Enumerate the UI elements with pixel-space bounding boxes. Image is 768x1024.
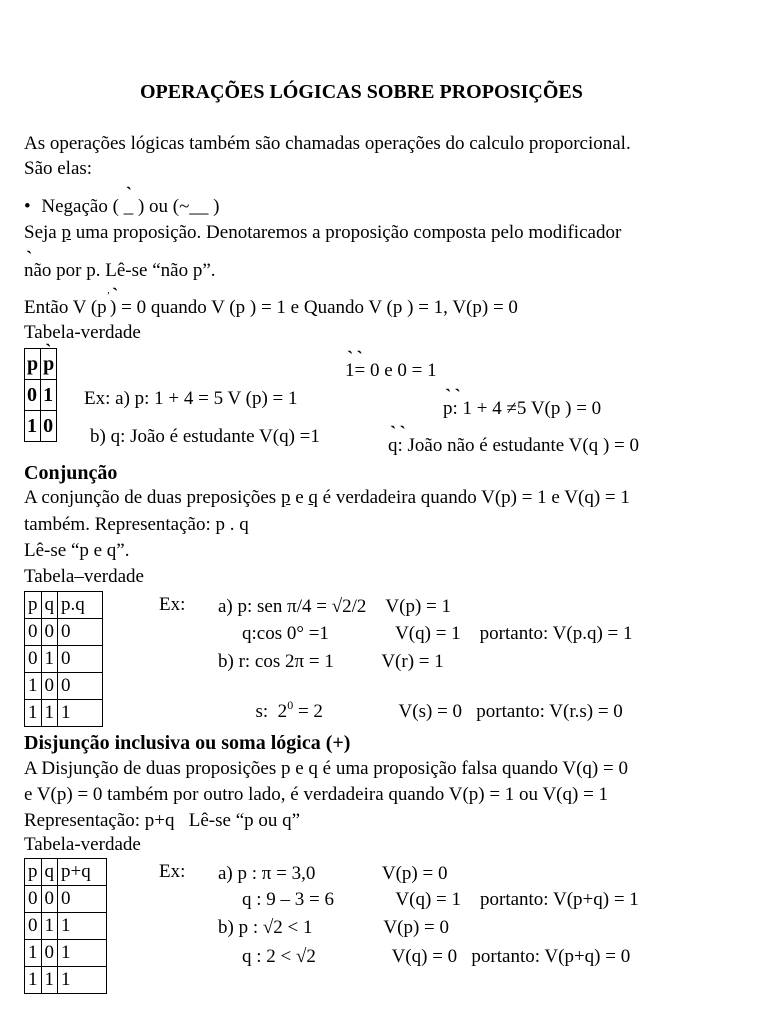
table-cell: 1 xyxy=(41,967,58,994)
table-row xyxy=(25,859,107,886)
table-cell: 0 xyxy=(41,619,58,646)
negacao-example-a: Ex: a) p: 1 + 4 = 5 V (p) = 1 xyxy=(84,388,298,409)
negacao-tabela-label: Tabela-verdade xyxy=(24,322,141,343)
table-row xyxy=(25,380,57,411)
conjuncao-tabela-label: Tabela–verdade xyxy=(24,566,144,587)
disjuncao-truth-table xyxy=(24,858,107,994)
table-cell: 1 xyxy=(41,700,58,727)
table-row xyxy=(25,700,103,727)
table-row xyxy=(25,940,107,967)
negacao-label-end: ) ou (~__ ) xyxy=(133,196,220,217)
table-cell: p ` xyxy=(41,349,57,380)
table-row xyxy=(25,349,57,380)
conjuncao-line-1: A conjunção de duas preposições p e q é verdadeira quando V(p) = 1 e V(q) = 1 xyxy=(24,487,630,508)
disjuncao-line-2: e V(p) = 0 também por outro lado, é verdadeira quando V(p) = 1 ou V(q) = 1 xyxy=(24,784,609,805)
negacao-symbol: _ ` xyxy=(124,196,134,218)
prime-mark: ’ xyxy=(106,291,111,302)
table-cell: 1 xyxy=(58,913,107,940)
disjuncao-ex-label: Ex: xyxy=(159,861,186,882)
negacao-item xyxy=(24,196,219,218)
conjuncao-truth-table xyxy=(24,591,103,727)
conjuncao-line-2: também. Representação: p . q xyxy=(24,514,249,535)
table-cell: 1 xyxy=(41,380,57,411)
conjuncao-ex-1: a) p: sen π/4 = √2/2 V(p) = 1 xyxy=(218,596,452,617)
table-cell: 1 xyxy=(25,411,41,442)
intro-line-1: As operações lógicas também são chamadas operações do calculo proporcional. xyxy=(24,133,631,154)
conjuncao-ex-2: q:cos 0° =1 V(q) = 1 portanto: V(p.q) = 1 xyxy=(242,623,633,644)
table-cell: p+q xyxy=(58,859,107,886)
proposition-p: p xyxy=(61,222,71,243)
table-cell: 1 xyxy=(58,967,107,994)
disjuncao-ex-2: q : 9 – 3 = 6 V(q) = 1 portanto: V(p+q) = 1 xyxy=(242,889,639,910)
table-row xyxy=(25,619,103,646)
negacao-valuation: Então V (p’) = 0 quando V (p ) = 1 e Quando V (p ` ) = 1, V(p) = 0 xyxy=(24,297,518,322)
table-cell: 0 xyxy=(41,886,58,913)
table-cell: 0 xyxy=(25,380,41,411)
negacao-label: Negação ( xyxy=(41,196,124,217)
table-row xyxy=(25,646,103,673)
table-cell: 0 xyxy=(58,886,107,913)
table-row xyxy=(25,411,57,442)
disjuncao-ex-4: q : 2 < √2 V(q) = 0 portanto: V(p+q) = 0 xyxy=(242,946,631,967)
table-cell: 0 xyxy=(58,673,103,700)
disjuncao-ex-1: a) p : π = 3,0 V(p) = 0 xyxy=(218,863,448,884)
conjuncao-ex-3: b) r: cos 2π = 1 V(r) = 1 xyxy=(218,651,444,672)
table-cell: 0 xyxy=(25,913,42,940)
conjuncao-line-3: Lê-se “p e q”. xyxy=(24,540,130,561)
negacao-reading: não por p `. Lê-se “não p”. xyxy=(24,260,216,282)
table-cell: 1 xyxy=(58,700,103,727)
table-cell: 0 xyxy=(25,619,42,646)
table-cell: p xyxy=(25,349,41,380)
table-cell: 0 xyxy=(25,646,42,673)
negacao-example-b: b) q: João é estudante V(q) =1 xyxy=(90,426,320,447)
table-cell: 1 xyxy=(25,940,42,967)
disjuncao-ex-3: b) p : √2 < 1 V(p) = 0 xyxy=(218,917,449,938)
bullet: • xyxy=(24,196,31,217)
conjuncao-heading: Conjunção xyxy=(24,462,118,484)
table-cell: 1 xyxy=(58,940,107,967)
table-cell: 0 xyxy=(41,673,58,700)
table-cell: 1 xyxy=(25,967,42,994)
table-row xyxy=(25,913,107,940)
disjuncao-tabela-label: Tabela-verdade xyxy=(24,834,141,855)
conjuncao-ex-label: Ex: xyxy=(159,594,186,615)
table-cell: p xyxy=(25,859,42,886)
table-cell: 1 xyxy=(41,913,58,940)
table-row xyxy=(25,967,107,994)
table-row xyxy=(25,592,103,619)
table-cell: 0 xyxy=(58,646,103,673)
table-cell: 1 xyxy=(25,673,42,700)
table-cell: 0 xyxy=(58,619,103,646)
negacao-example-b-neg: q `: João não é estudante V(q ` ) = 0 xyxy=(388,435,639,457)
conjuncao-ex-4: s: $2^0 = 2$ V(s) = 0 portanto: V(r.s) = 0 xyxy=(255,698,623,722)
table-cell: p.q xyxy=(58,592,103,619)
page-title: OPERAÇÕES LÓGICAS SOBRE PROPOSIÇÕES xyxy=(140,81,583,103)
table-row xyxy=(25,886,107,913)
table-cell: q xyxy=(41,859,58,886)
table-cell: q xyxy=(41,592,58,619)
table-cell: 0 xyxy=(41,411,57,442)
disjuncao-line-3: Representação: p+q Lê-se “p ou q” xyxy=(24,810,301,831)
table-cell: 0 xyxy=(41,940,58,967)
negacao-rule: 1 `= 0 e 0 ` = 1 xyxy=(345,360,437,382)
disjuncao-line-1: A Disjunção de duas proposições p e q é uma proposição falsa quando V(q) = 0 xyxy=(24,758,628,779)
negacao-definition: Seja p uma proposição. Denotaremos a proposição composta pelo modificador xyxy=(24,222,622,243)
table-cell: 1 xyxy=(41,646,58,673)
table-cell: p xyxy=(25,592,42,619)
intro-line-2: São elas: xyxy=(24,158,93,179)
table-row xyxy=(25,673,103,700)
table-cell: 0 xyxy=(25,886,42,913)
table-cell: 1 xyxy=(25,700,42,727)
negacao-truth-table xyxy=(24,348,57,442)
negacao-example-a-neg: p `: 1 + 4 ≠5 V(p ` ) = 0 xyxy=(443,398,601,420)
disjuncao-heading: Disjunção inclusiva ou soma lógica (+) xyxy=(24,732,351,754)
